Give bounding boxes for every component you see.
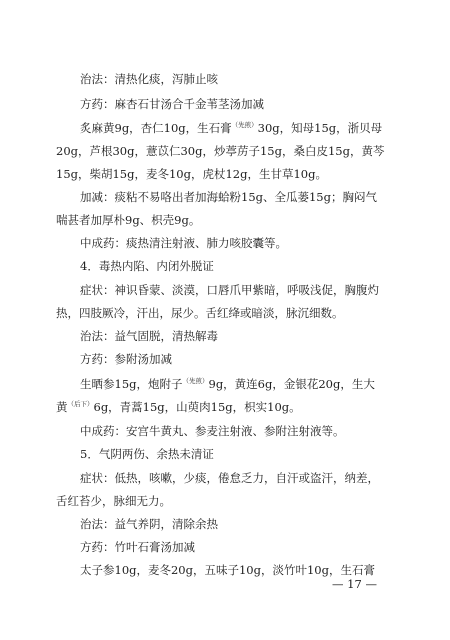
section-heading: 4．毒热内陷、内闭外脱证: [80, 259, 214, 273]
patent-medicine-line: 中成药：痰热清注射液、肺力咳胶囊等。: [80, 236, 287, 250]
patent-medicine-line: 中成药：安宫牛黄丸、参麦注射液、参附注射液等。: [80, 424, 345, 438]
symptoms-line: 症状：神识昏蒙、淡漠，口唇爪甲紫暗，呼吸浅促，胸腹灼: [80, 283, 379, 297]
section-heading: 5．气阴两伤、余热未清证: [80, 447, 214, 461]
prescription-line: 方药：竹叶石膏汤加减: [80, 540, 195, 554]
prescription-line: 方药：麻杏石甘汤合千金苇茎汤加减: [80, 97, 264, 111]
herb-list-line: 黄$^{(后下)}$6g，青蒿15g，山萸肉15g，枳实10g。: [56, 400, 301, 414]
symptoms-line: 症状：低热，咳嗽，少痰，倦怠乏力，自汗或盗汗，纳差，: [80, 471, 379, 485]
symptoms-line: 舌红苔少，脉细无力。: [56, 494, 171, 508]
prescription-line: 方药：参附汤加减: [80, 352, 172, 366]
herb-list-line: 15g，柴胡15g，麦冬10g，虎杖12g，生甘草10g。: [56, 167, 327, 181]
herb-list-line: 20g，芦根30g，薏苡仁30g，炒葶苈子15g，桑白皮15g，黄芩: [56, 144, 385, 158]
herb-list-line: 炙麻黄9g，杏仁10g，生石膏$^{(先煎)}$30g，知母15g，浙贝母: [80, 121, 383, 135]
modification-line: 加减：痰粘不易咯出者加海蛤粉15g、全瓜蒌15g；胸闷气: [80, 190, 377, 204]
treatment-method-line: 治法：益气养阴，清除余热: [80, 517, 218, 531]
page-number: — 17 —: [332, 577, 377, 591]
herb-list-line: 生晒参15g，炮附子$^{(先煎)}$9g，黄连6g，金银花20g，生大: [80, 377, 375, 391]
symptoms-line: 热，四肢厥冷，汗出，尿少。舌红绛或暗淡，脉沉细数。: [56, 306, 344, 320]
treatment-method-line: 治法：清热化痰，泻肺止咳: [80, 72, 218, 86]
herb-list-line: 太子参10g，麦冬20g，五味子10g，淡竹叶10g，生石膏: [80, 563, 375, 577]
modification-line: 喘甚者加厚朴9g、枳壳9g。: [56, 213, 201, 227]
treatment-method-line: 治法：益气固脱，清热解毒: [80, 329, 218, 343]
